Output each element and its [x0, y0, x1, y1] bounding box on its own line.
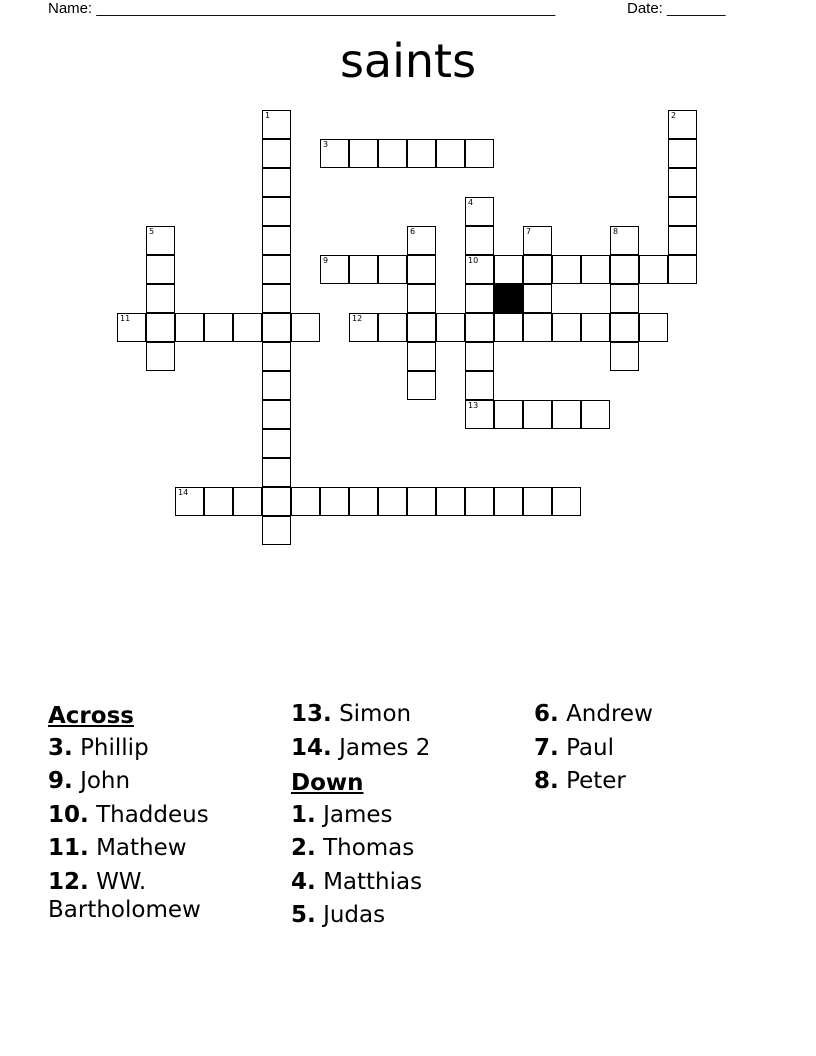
grid-cell[interactable] — [523, 400, 552, 429]
clue-number-label: 12 — [352, 314, 363, 323]
grid-cell[interactable] — [436, 139, 465, 168]
grid-cell[interactable] — [465, 487, 494, 516]
grid-cell[interactable] — [639, 255, 668, 284]
grid-cell[interactable] — [233, 487, 262, 516]
grid-cell[interactable] — [494, 487, 523, 516]
grid-cell[interactable] — [204, 487, 233, 516]
grid-cell[interactable] — [581, 255, 610, 284]
grid-cell[interactable] — [262, 139, 291, 168]
grid-cell[interactable] — [117, 313, 146, 342]
grid-cell[interactable] — [349, 255, 378, 284]
clue-down-4 — [291, 868, 521, 902]
clue-text: Judas — [323, 902, 386, 928]
clue-column-1 — [48, 700, 278, 924]
grid-cell[interactable] — [465, 313, 494, 342]
grid-cell[interactable] — [262, 226, 291, 255]
grid-cell[interactable] — [262, 197, 291, 226]
grid-cell[interactable] — [668, 197, 697, 226]
grid-cell[interactable] — [465, 139, 494, 168]
clue-down-8 — [534, 767, 764, 801]
puzzle-title: saints — [339, 34, 477, 88]
grid-cell[interactable] — [262, 168, 291, 197]
grid-cell[interactable] — [349, 313, 378, 342]
grid-cell[interactable] — [262, 371, 291, 400]
grid-cell[interactable] — [610, 284, 639, 313]
grid-cell[interactable] — [378, 487, 407, 516]
clue-number-label: 5 — [149, 227, 155, 236]
clue-text: James 2 — [339, 734, 431, 761]
clue-number-label: 7 — [526, 227, 532, 236]
grid-cell[interactable] — [407, 255, 436, 284]
grid-cell[interactable] — [262, 458, 291, 487]
grid-cell[interactable] — [262, 342, 291, 371]
clue-column-3 — [534, 700, 764, 801]
grid-cell[interactable] — [291, 313, 320, 342]
grid-cell[interactable] — [407, 139, 436, 168]
grid-cell[interactable] — [465, 400, 494, 429]
black-square — [494, 284, 523, 313]
grid-cell[interactable] — [465, 284, 494, 313]
clue-down-5 — [291, 901, 521, 935]
clue-down-1 — [291, 801, 521, 835]
grid-cell[interactable] — [262, 400, 291, 429]
grid-cell[interactable] — [668, 110, 697, 139]
grid-cell[interactable] — [407, 284, 436, 313]
grid-cell[interactable] — [262, 110, 291, 139]
clue-number: 3. — [48, 734, 73, 761]
date-field: Date: _______ — [627, 0, 726, 17]
clue-number: 7. — [534, 734, 559, 761]
grid-cell[interactable] — [146, 255, 175, 284]
grid-cell[interactable] — [349, 487, 378, 516]
across-heading: Across — [48, 703, 134, 729]
grid-cell[interactable] — [552, 400, 581, 429]
clue-text: Matthias — [323, 868, 423, 895]
grid-cell[interactable] — [407, 487, 436, 516]
grid-cell[interactable] — [465, 342, 494, 371]
clue-number: 13. — [291, 701, 332, 727]
grid-cell[interactable] — [494, 255, 523, 284]
grid-cell[interactable] — [262, 255, 291, 284]
clue-column-2 — [291, 700, 521, 935]
clue-number-label: 9 — [323, 256, 329, 265]
clue-number: 6. — [534, 701, 559, 727]
grid-cell[interactable] — [146, 226, 175, 255]
grid-cell[interactable] — [320, 139, 349, 168]
grid-cell[interactable] — [146, 313, 175, 342]
clue-number-label: 13 — [468, 401, 479, 410]
grid-cell[interactable] — [465, 255, 494, 284]
clue-number: 12. — [48, 868, 89, 895]
clue-text: Thomas — [323, 835, 415, 861]
grid-cell[interactable] — [146, 342, 175, 371]
clue-number-label: 6 — [410, 227, 416, 236]
grid-cell[interactable] — [668, 139, 697, 168]
grid-cell[interactable] — [668, 226, 697, 255]
grid-cell[interactable] — [494, 400, 523, 429]
grid-cell[interactable] — [291, 487, 320, 516]
grid-cell[interactable] — [233, 313, 262, 342]
name-field: Name: _______________________________________________________ — [48, 0, 556, 17]
grid-cell[interactable] — [436, 313, 465, 342]
clue-number-label: 1 — [265, 111, 271, 120]
grid-cell[interactable] — [552, 313, 581, 342]
clue-number: 14. — [291, 734, 332, 761]
clue-number: 9. — [48, 768, 73, 794]
grid-cell[interactable] — [407, 313, 436, 342]
clue-down-2 — [291, 834, 521, 868]
grid-cell[interactable] — [349, 139, 378, 168]
grid-cell[interactable] — [494, 313, 523, 342]
grid-cell[interactable] — [523, 313, 552, 342]
clue-text: WW. Bartholomew — [48, 868, 201, 923]
grid-cell[interactable] — [378, 255, 407, 284]
clue-number-label: 2 — [671, 111, 677, 120]
grid-cell[interactable] — [320, 255, 349, 284]
grid-cell[interactable] — [523, 487, 552, 516]
grid-cell[interactable] — [407, 342, 436, 371]
grid-cell[interactable] — [668, 168, 697, 197]
clue-text: Simon — [339, 701, 412, 727]
grid-cell[interactable] — [175, 313, 204, 342]
clue-number-label: 8 — [613, 227, 619, 236]
grid-cell[interactable] — [436, 487, 465, 516]
clue-down-6 — [534, 700, 764, 734]
clue-number: 5. — [291, 902, 316, 928]
grid-cell[interactable] — [262, 516, 291, 545]
grid-cell[interactable] — [465, 226, 494, 255]
clue-across-13 — [291, 700, 521, 734]
clue-down-7 — [534, 734, 764, 768]
clue-across-3 — [48, 734, 278, 768]
clue-text: Peter — [566, 768, 626, 794]
grid-cell[interactable] — [581, 313, 610, 342]
grid-cell[interactable] — [378, 313, 407, 342]
grid-cell[interactable] — [378, 139, 407, 168]
grid-cell[interactable] — [262, 429, 291, 458]
grid-cell[interactable] — [262, 284, 291, 313]
grid-cell[interactable] — [320, 487, 349, 516]
grid-cell[interactable] — [262, 487, 291, 516]
clue-number-label: 11 — [120, 314, 131, 323]
clue-text: James — [323, 801, 393, 828]
clue-number-label: 10 — [468, 256, 479, 265]
down-heading: Down — [291, 770, 364, 796]
grid-cell[interactable] — [407, 226, 436, 255]
clue-number: 8. — [534, 768, 559, 794]
grid-cell[interactable] — [204, 313, 233, 342]
grid-cell[interactable] — [262, 313, 291, 342]
grid-cell[interactable] — [523, 255, 552, 284]
grid-cell[interactable] — [523, 226, 552, 255]
grid-cell[interactable] — [523, 284, 552, 313]
grid-cell[interactable] — [465, 197, 494, 226]
grid-cell[interactable] — [610, 226, 639, 255]
grid-cell[interactable] — [668, 255, 697, 284]
clue-across-12 — [48, 868, 278, 924]
clue-text: Paul — [566, 734, 614, 761]
clue-number: 10. — [48, 801, 89, 828]
grid-cell[interactable] — [610, 255, 639, 284]
clue-across-10 — [48, 801, 278, 835]
grid-cell[interactable] — [552, 255, 581, 284]
clue-across-14 — [291, 734, 521, 768]
clue-text: Mathew — [96, 835, 187, 861]
clue-number-label: 3 — [323, 140, 329, 149]
grid-cell[interactable] — [610, 342, 639, 371]
grid-cell[interactable] — [639, 313, 668, 342]
clue-number-label: 14 — [178, 488, 189, 497]
clue-number: 4. — [291, 868, 316, 895]
grid-cell[interactable] — [407, 371, 436, 400]
clue-number: 2. — [291, 835, 316, 861]
clue-number: 11. — [48, 835, 89, 861]
clue-number-label: 4 — [468, 198, 474, 207]
clue-across-9 — [48, 767, 278, 801]
grid-cell[interactable] — [610, 313, 639, 342]
grid-cell[interactable] — [146, 284, 175, 313]
clue-text: Phillip — [80, 734, 149, 761]
grid-cell[interactable] — [552, 487, 581, 516]
grid-cell[interactable] — [465, 371, 494, 400]
clue-text: Andrew — [566, 701, 653, 727]
clue-text: Thaddeus — [96, 801, 209, 828]
clue-text: John — [80, 768, 131, 794]
grid-cell[interactable] — [581, 400, 610, 429]
clue-number: 1. — [291, 801, 316, 828]
grid-cell[interactable] — [175, 487, 204, 516]
clue-across-11 — [48, 834, 278, 868]
